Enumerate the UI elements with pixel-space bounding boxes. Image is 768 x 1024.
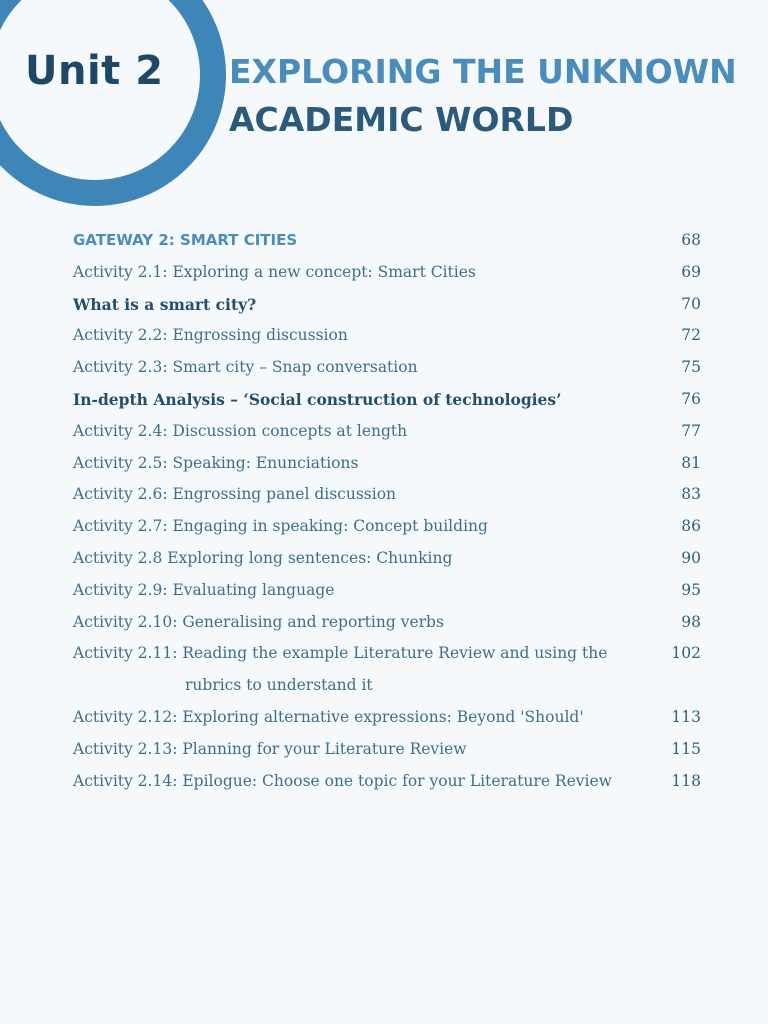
toc-entry-title: Activity 2.6: Engrossing panel discussion xyxy=(73,485,397,504)
toc-entry[interactable] xyxy=(73,320,701,352)
toc-entry[interactable] xyxy=(73,257,701,289)
toc-entry-title: Activity 2.8 Exploring long sentences: Chunking xyxy=(73,548,453,567)
toc-entry-title-line-1: Activity 2.11: Reading the example Literature Review and using the xyxy=(73,644,608,663)
toc-entry-page: 113 xyxy=(671,707,701,726)
toc-entry-title: Activity 2.13: Planning for your Literature Review xyxy=(73,739,467,758)
toc-entry-page: 102 xyxy=(671,644,701,663)
toc-entry-title: Activity 2.2: Engrossing discussion xyxy=(73,326,348,345)
toc-entry-title: In-depth Analysis – ‘Social construction of technologies’ xyxy=(73,389,562,409)
unit-title xyxy=(229,48,737,144)
toc-entry-page: 90 xyxy=(681,548,701,567)
toc-entry[interactable] xyxy=(73,479,701,511)
toc-entry[interactable] xyxy=(73,702,701,734)
toc-entry-page: 83 xyxy=(681,485,701,504)
unit-label: Unit 2 xyxy=(25,48,164,94)
toc-entry-page: 70 xyxy=(681,294,701,313)
toc-entry-page: 86 xyxy=(681,517,701,536)
toc-entry-page: 95 xyxy=(681,580,701,599)
toc-entry-page: 76 xyxy=(681,389,701,408)
toc-entry-title: Activity 2.7: Engaging in speaking: Concept building xyxy=(73,517,488,536)
toc-entry-page: 68 xyxy=(681,231,701,249)
toc-entry-title: Activity 2.3: Smart city – Snap conversation xyxy=(73,358,418,377)
toc-entry-section[interactable] xyxy=(73,289,701,321)
toc-entry-title: Activity 2.9: Evaluating language xyxy=(73,580,335,599)
decorative-ring xyxy=(0,0,226,206)
toc-entry[interactable] xyxy=(73,734,701,766)
toc-entry-title: Activity 2.12: Exploring alternative expressions: Beyond 'Should' xyxy=(73,707,584,726)
table-of-contents xyxy=(73,225,701,797)
toc-entry[interactable] xyxy=(73,575,701,607)
toc-entry[interactable] xyxy=(73,607,701,639)
toc-entry[interactable] xyxy=(73,638,701,702)
toc-entry[interactable] xyxy=(73,352,701,384)
toc-entry-gateway[interactable] xyxy=(73,225,701,257)
toc-entry-title: Activity 2.10: Generalising and reporting verbs xyxy=(73,612,444,631)
toc-entry-page: 77 xyxy=(681,421,701,440)
toc-entry[interactable] xyxy=(73,543,701,575)
toc-entry-title: Activity 2.5: Speaking: Enunciations xyxy=(73,453,359,472)
toc-entry-page: 118 xyxy=(671,771,701,790)
toc-entry-page: 98 xyxy=(681,612,701,631)
toc-entry-title: GATEWAY 2: SMART CITIES xyxy=(73,231,298,249)
toc-entry-title: Activity 2.14: Epilogue: Choose one topic for your Literature Review xyxy=(73,771,612,790)
toc-entry-page: 69 xyxy=(681,262,701,281)
toc-entry[interactable] xyxy=(73,766,701,798)
toc-entry-page: 75 xyxy=(681,358,701,377)
unit-title-line-2: ACADEMIC WORLD xyxy=(229,100,574,139)
toc-entry[interactable] xyxy=(73,416,701,448)
toc-entry-title: What is a smart city? xyxy=(73,294,257,314)
toc-entry-page: 81 xyxy=(681,453,701,472)
toc-entry-page: 115 xyxy=(671,739,701,758)
toc-entry-section[interactable] xyxy=(73,384,701,416)
toc-entry-title: Activity 2.1: Exploring a new concept: Smart Cities xyxy=(73,262,476,281)
toc-entry-page: 72 xyxy=(681,326,701,345)
toc-entry-title-line-2: rubrics to understand it xyxy=(185,676,373,695)
toc-entry[interactable] xyxy=(73,448,701,480)
unit-title-line-1: EXPLORING THE UNKNOWN xyxy=(229,52,737,91)
toc-entry-title xyxy=(73,638,607,702)
toc-entry-title: Activity 2.4: Discussion concepts at length xyxy=(73,421,408,440)
toc-entry[interactable] xyxy=(73,511,701,543)
